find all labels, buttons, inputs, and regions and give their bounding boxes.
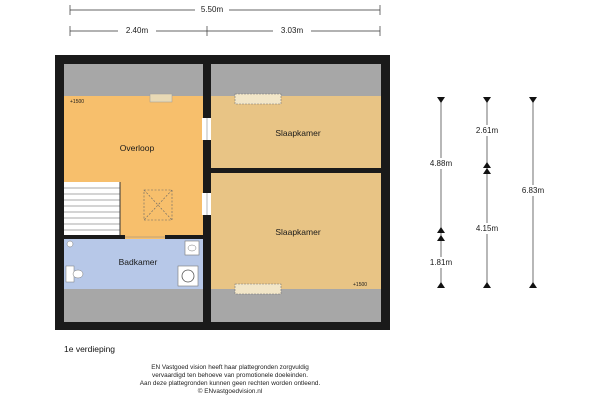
- footer-line-3: Aan deze plattegronden kunnen geen rechten worden ontleend.: [139, 380, 321, 387]
- skylight-overloop: [150, 94, 172, 102]
- footer-line-2: vervaardigd ten behoeve van promotionele doeleinden.: [152, 372, 308, 379]
- dim-total-depth: 6.83m: [521, 186, 545, 195]
- left-width-label: 2.40m: [125, 26, 149, 35]
- wall-bedrooms: [211, 168, 381, 173]
- height-marker-left: +1500: [70, 99, 85, 105]
- roof-slope-top-right: [211, 64, 381, 96]
- roof-slope-bottom-left: [64, 289, 203, 322]
- right-width-label: 3.03m: [280, 26, 304, 35]
- dim-height-upper: 4.88m: [429, 159, 453, 168]
- room-label-slaapkamer-1: Slaapkamer: [275, 128, 321, 138]
- roof-slope-top-left: [64, 64, 203, 96]
- dim-top-room-depth: 2.61m: [475, 126, 499, 135]
- floor-title: 1e verdieping: [64, 344, 116, 354]
- room-label-badkamer: Badkamer: [118, 257, 158, 267]
- height-marker-right: +1500: [353, 282, 368, 288]
- room-label-slaapkamer-2: Slaapkamer: [275, 227, 321, 237]
- dim-height-lower: 1.81m: [429, 258, 453, 267]
- staircase: [64, 182, 120, 235]
- dim-bottom-room-depth: 4.15m: [475, 224, 499, 233]
- total-width-label: 5.50m: [200, 5, 224, 14]
- footer-line-1: EN Vastgoed vision heeft haar plattegronden zorgvuldig: [151, 364, 309, 371]
- skylight-slaapkamer-1: [235, 94, 281, 104]
- footer-line-4: © ENvastgoedvision.nl: [197, 388, 263, 395]
- room-label-overloop: Overloop: [119, 143, 155, 153]
- skylight-slaapkamer-2: [235, 284, 281, 294]
